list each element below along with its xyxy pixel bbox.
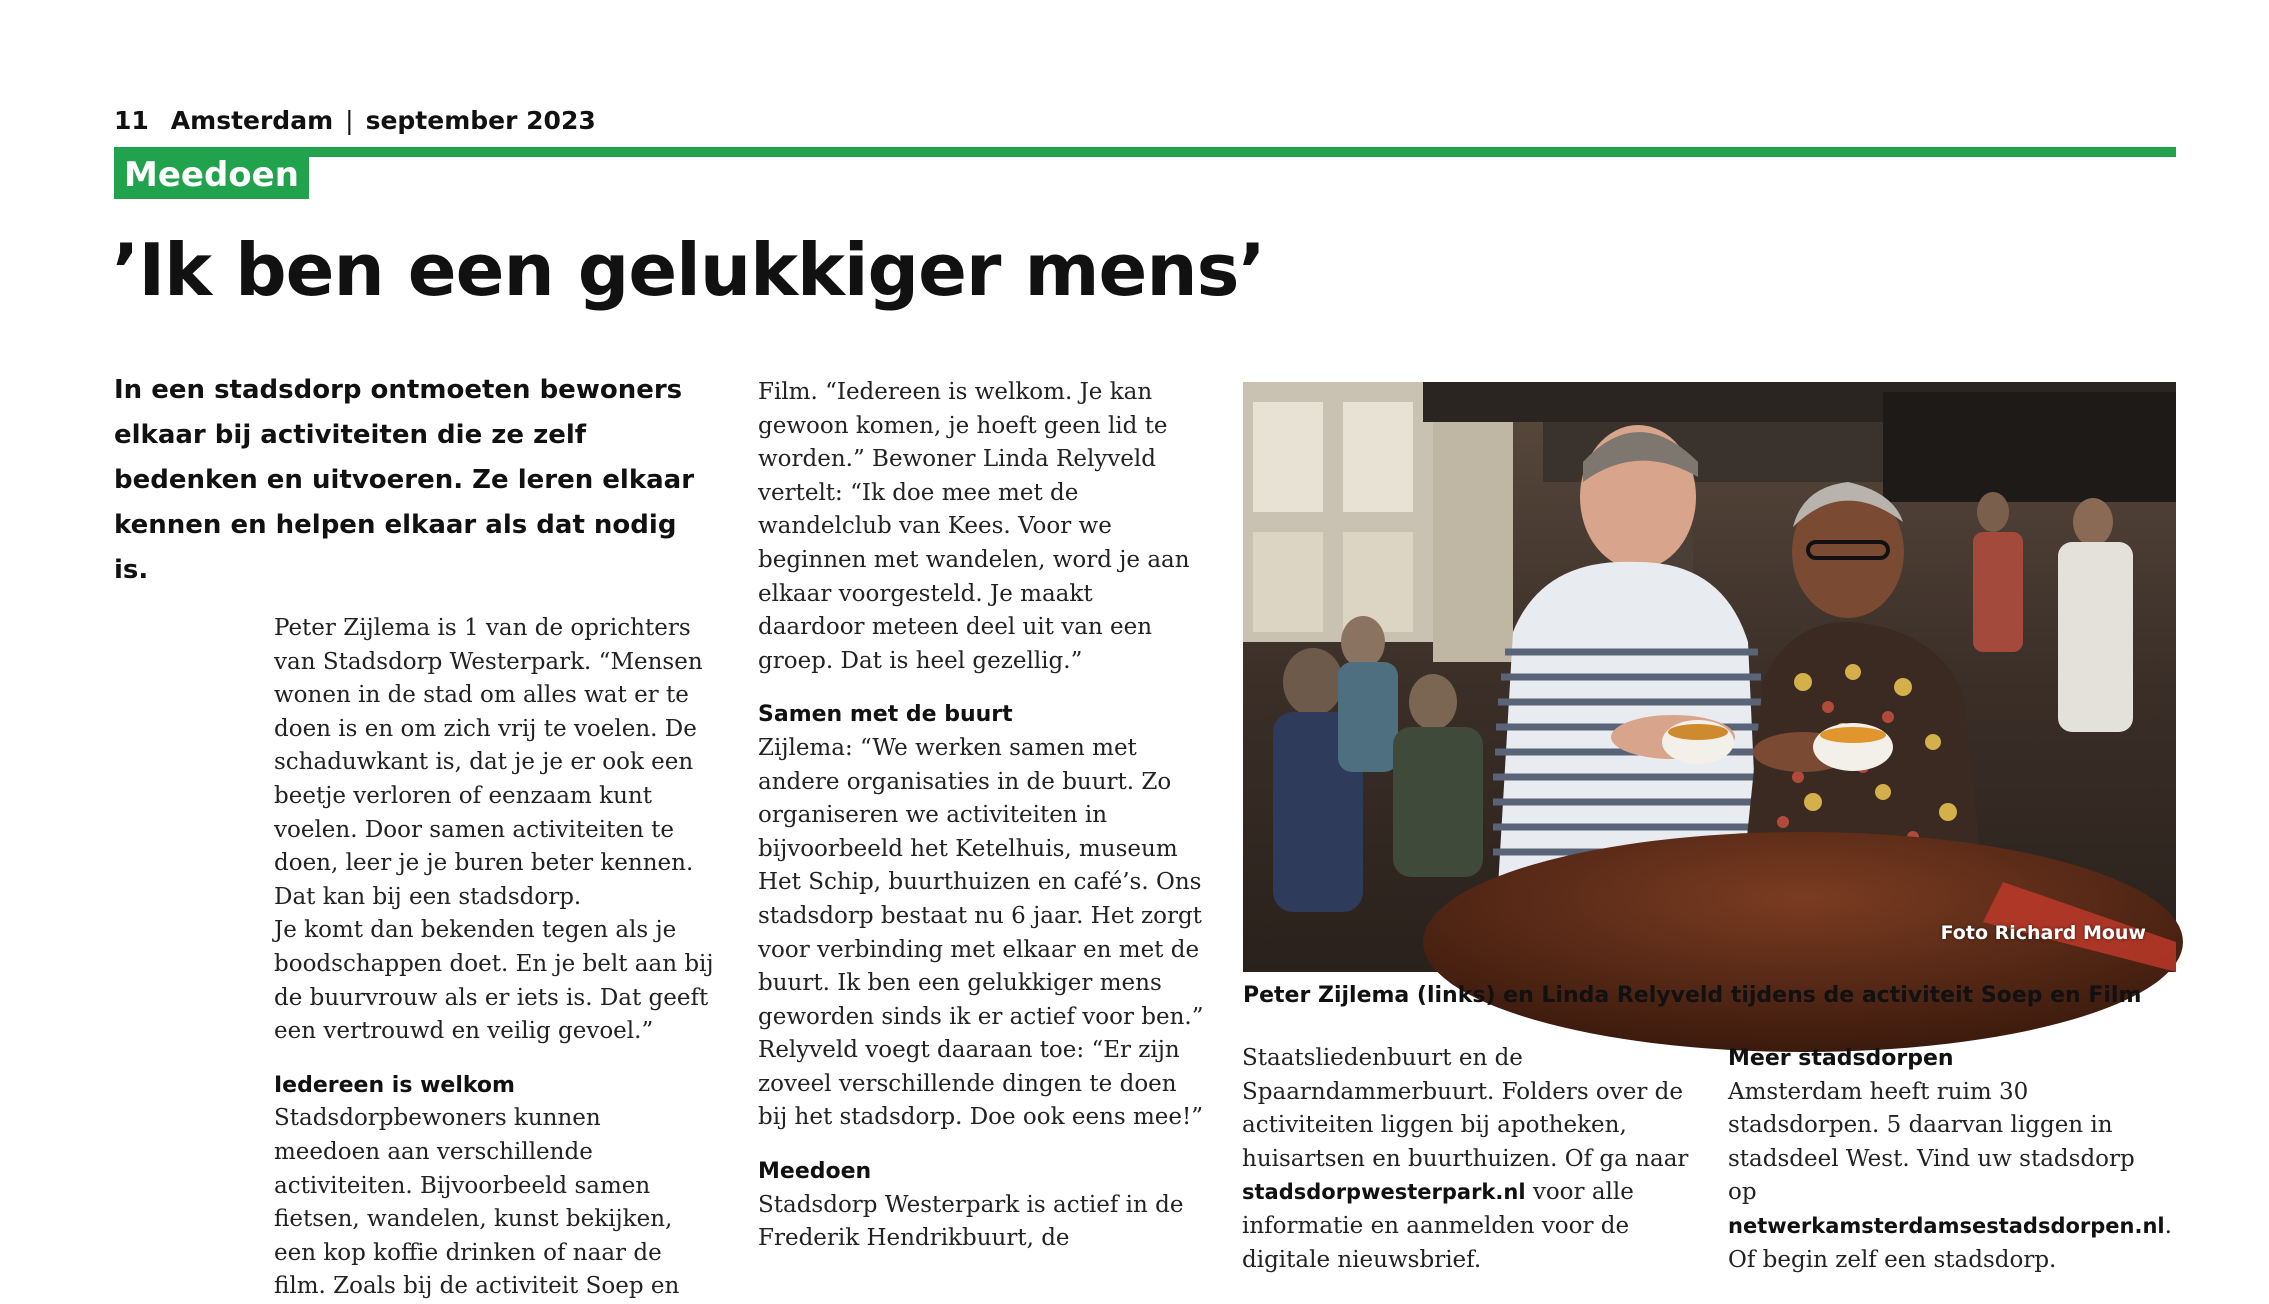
article-column-2	[758, 376, 1204, 1256]
article-column-4	[1728, 1042, 2172, 1277]
column3-text-before: Staatsliedenbuurt en de Spaarndammerbuurt. Folders over de activiteiten liggen bij apotheken, huisartsen en buurthuizen. Of ga naar	[1242, 1045, 1689, 1172]
column1-subhead: Iedereen is welkom	[274, 1072, 515, 1098]
column2-paragraph-1: Film. “Iedereen is welkom. Je kan gewoon komen, je hoeft geen lid te worden.” Bewoner Linda Relyveld vertelt: “Ik doe mee met de wandelclub van Kees. Voor we beginnen met wandelen, word je aan elkaar voorgesteld. Je maakt daardoor meteen deel uit van een groep. Dat is heel gezellig.”	[758, 379, 1190, 674]
article-column-1	[274, 612, 714, 1304]
photo-credit: Foto Richard Mouw	[1940, 922, 2146, 944]
cafe-photo-illustration	[1243, 382, 2176, 972]
photo-caption: Peter Zijlema (links) en Linda Relyveld tijdens de activiteit Soep en Film	[1243, 983, 2142, 1008]
column2-paragraph-2: Zijlema: “We werken samen met andere organisaties in de buurt. Zo organiseren we activiteiten in bijvoorbeeld het Ketelhuis, museum Het Schip, buurthuizen en café’s. Ons stadsdorp bestaat nu 6 jaar. Het zorgt voor verbinding met elkaar en met de buurt. Ik ben een gelukkiger mens geworden sinds ik er actief voor ben.” Relyveld voegt daaraan toe: “Er zijn zoveel verschillende dingen te doen bij het stadsdorp. Doe ook eens mee!”	[758, 734, 1204, 1131]
column4-text-after: . Of begin zelf een stadsdorp.	[1728, 1212, 2172, 1273]
page-number: 11	[114, 106, 149, 135]
article-intro: In een stadsdorp ontmoeten bewoners elkaar bij activiteiten die ze zelf bedenken en uitvoeren. Ze leren elkaar kennen en helpen elkaar als dat nodig is.	[114, 375, 695, 585]
section-tag: Meedoen	[114, 151, 309, 199]
column4-subhead: Meer stadsdorpen	[1728, 1046, 1954, 1071]
column2-subhead-2: Meedoen	[758, 1159, 872, 1185]
column4-paragraph	[1728, 1076, 2172, 1278]
page-header	[114, 106, 596, 135]
column4-text-before: Amsterdam heeft ruim 30 stadsdorpen. 5 daarvan liggen in stadsdeel West. Vind uw stadsdorp op	[1728, 1078, 2135, 1206]
article-photo	[1243, 382, 2176, 972]
header-date: september 2023	[365, 106, 596, 135]
header-separator: |	[345, 106, 354, 135]
article-column-3	[1242, 1042, 1692, 1277]
column1-paragraph-3: Stadsdorpbewoners kunnen meedoen aan verschillende activiteiten. Bijvoorbeeld samen fietsen, wandelen, kunst bekijken, een kop koffie drinken of naar de film. Zoals bij de activiteit Soep en	[274, 1105, 680, 1300]
column1-paragraph-1: Peter Zijlema is 1 van de oprichters van Stadsdorp Westerpark. “Mensen wonen in de stad om alles wat er te doen is en om zich vrij te voelen. De schaduwkant is, dat je je er ook een beetje verloren of eenzaam kunt voelen. Door samen activiteiten te doen, leer je je buren beter kennen. Dat kan bij een stadsdorp.	[274, 615, 703, 910]
website-netwerkamsterdamsestadsdorpen: netwerkamsterdamsestadsdorpen.nl	[1728, 1213, 2165, 1238]
column3-paragraph	[1242, 1042, 1692, 1277]
column2-subhead-1: Samen met de buurt	[758, 702, 1013, 728]
header-city: Amsterdam	[170, 106, 334, 135]
column2-paragraph-3: Stadsdorp Westerpark is actief in de Frederik Hendrikbuurt, de	[758, 1191, 1184, 1252]
website-stadsdorpwesterpark: stadsdorpwesterpark.nl	[1242, 1180, 1526, 1205]
column3-text-after: voor alle informatie en aanmelden voor de digitale nieuwsbrief.	[1242, 1179, 1634, 1273]
section-rule	[114, 147, 2176, 157]
column1-paragraph-2: Je komt dan bekenden tegen als je boodschappen doet. En je belt aan bij de buurvrouw als er iets is. Dat geeft een vertrouwd en veilig gevoel.”	[274, 917, 714, 1045]
article-headline: ’Ik ben een gelukkiger mens’	[112, 228, 1265, 312]
